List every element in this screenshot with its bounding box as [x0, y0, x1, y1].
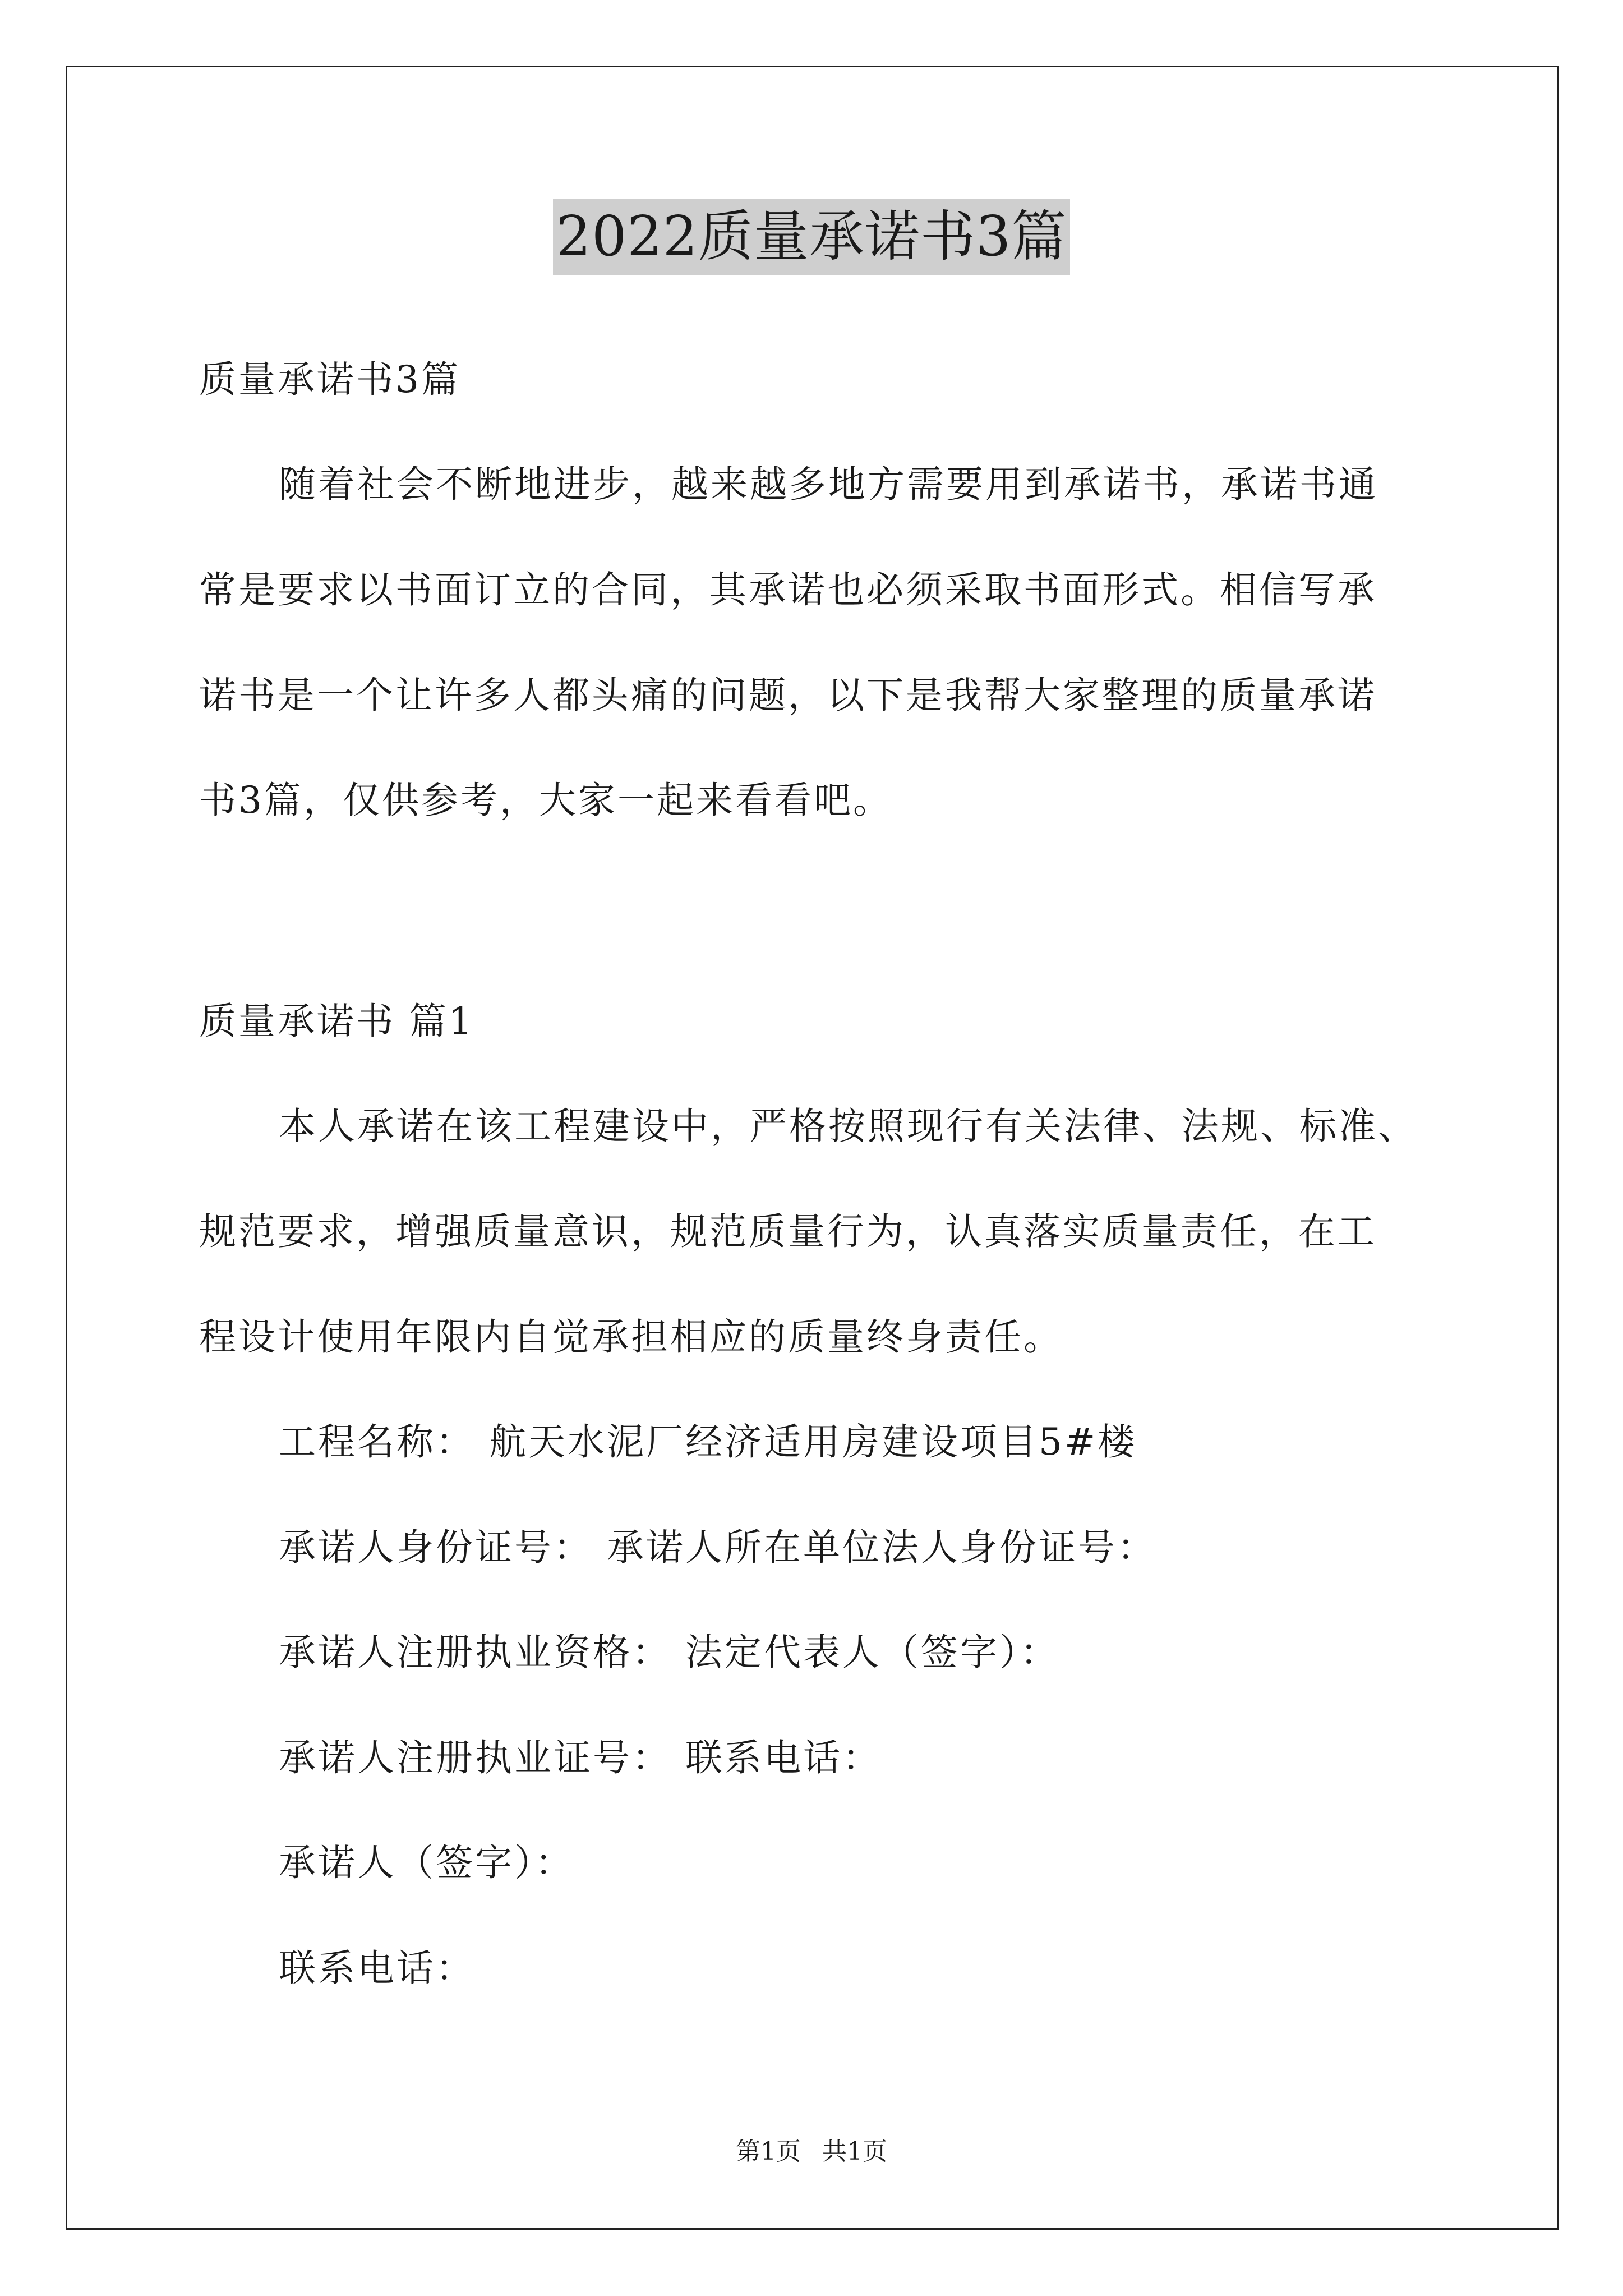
field-signature: 承诺人（签字）：: [279, 1841, 574, 1884]
title-container: [0, 199, 1623, 275]
field-project-name: 工程名称： 航天水泥厂经济适用房建设项目5#楼: [279, 1420, 1137, 1464]
intro-line-2: 常是要求以书面订立的合同，其承诺也必须采取书面形式。相信写承: [199, 568, 1377, 611]
intro-line-1: 随着社会不断地进步，越来越多地方需要用到承诺书，承诺书通: [279, 463, 1378, 506]
paragraph-line-3: 程设计使用年限内自觉承担相应的质量终身责任。: [199, 1315, 1063, 1359]
document-subtitle: 质量承诺书3篇: [199, 358, 460, 401]
intro-line-3: 诺书是一个让许多人都头痛的问题，以下是我帮大家整理的质量承诺: [199, 674, 1377, 717]
field-license-number: 承诺人注册执业证号： 联系电话：: [279, 1736, 882, 1779]
intro-line-4: 书3篇，仅供参考，大家一起来看看吧。: [199, 779, 892, 822]
paragraph-line-2: 规范要求，增强质量意识，规范质量行为，认真落实质量责任，在工: [199, 1210, 1377, 1253]
field-phone: 联系电话：: [279, 1947, 475, 1990]
document-title: 2022质量承诺书3篇: [553, 199, 1071, 275]
field-id-number: 承诺人身份证号： 承诺人所在单位法人身份证号：: [279, 1526, 1156, 1569]
section-heading: 质量承诺书 篇1: [199, 1000, 474, 1043]
page-footer: [0, 2135, 1623, 2169]
paragraph-line-1: 本人承诺在该工程建设中，严格按照现行有关法律、法规、标准、: [279, 1105, 1417, 1148]
field-qualification: 承诺人注册执业资格： 法定代表人（签字）：: [279, 1631, 1059, 1674]
page-total: 共1页: [822, 2137, 887, 2166]
page-number: 第1页: [736, 2137, 801, 2166]
